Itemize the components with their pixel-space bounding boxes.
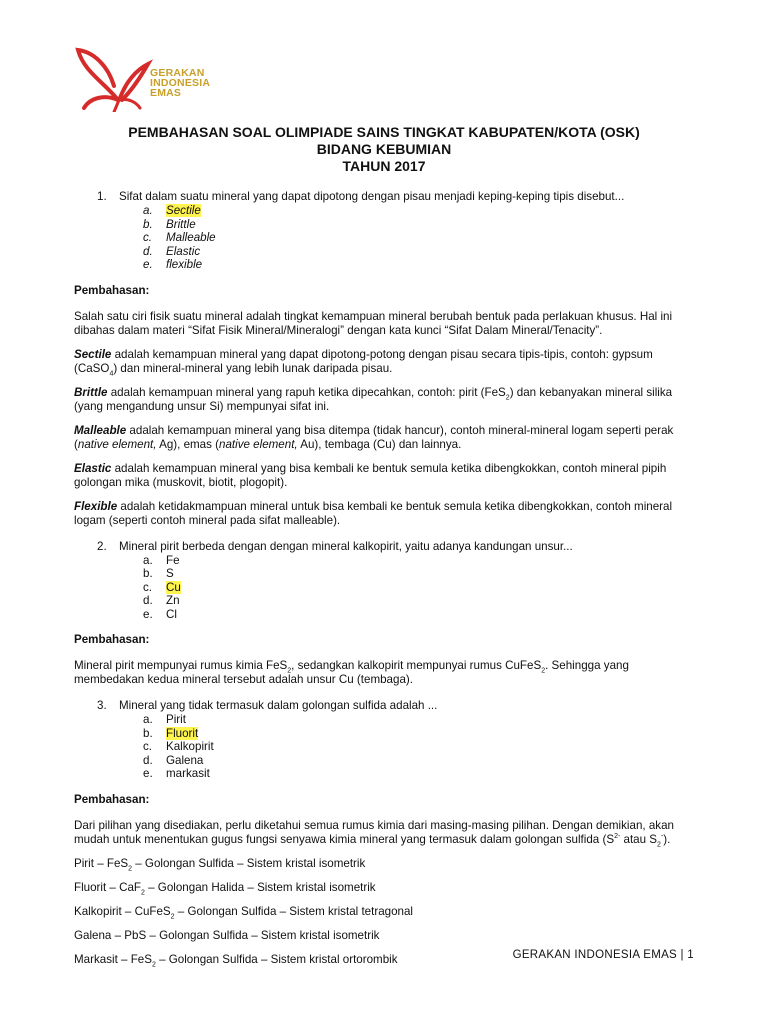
text: adalah kemampuan mineral yang bisa kembali ke bentuk semula ketika dibengkokkan, contoh mineral pipih: [111, 461, 667, 475]
butterfly-logo-icon: [74, 42, 154, 112]
text: – Golongan Sulfida – Sistem kristal tetragonal: [174, 904, 414, 918]
text: adalah ketidakmampuan mineral untuk bisa kembali ke bentuk semula ketika dibengkokkan, contoh mineral: [117, 499, 673, 513]
subscript: 2: [141, 888, 145, 896]
text: Galena – PbS – Golongan Sulfida – Sistem kristal isometrik: [74, 928, 380, 942]
text: Au), tembaga (Cu) dan lainnya.: [297, 437, 462, 451]
text: Markasit – FeS: [74, 952, 152, 966]
option-c: [74, 231, 694, 245]
document-body: [74, 190, 694, 967]
text: (yang mengandung unsur Si) mempunyai sifat ini.: [74, 399, 330, 413]
options-list: [74, 713, 694, 781]
option-letter: b.: [143, 726, 153, 740]
text: . Sehingga yang: [545, 659, 629, 672]
text: atau S: [620, 832, 658, 846]
answer-highlight: Fluorit: [166, 726, 199, 740]
text: Fluorit – CaF: [74, 880, 142, 894]
option-b: [74, 727, 694, 741]
question-number: 3.: [97, 699, 107, 712]
logo-line-1: GERAKAN: [150, 67, 205, 79]
text: – Golongan Sulfida – Sistem kristal ortorombik: [155, 952, 398, 966]
option-a: [74, 554, 694, 568]
option-letter: e.: [143, 258, 153, 271]
text: ).: [663, 832, 671, 846]
logo-line-2: INDONESIA: [150, 77, 211, 89]
term: Elastic: [74, 461, 112, 475]
text: Kalkopirit – CuFeS: [74, 904, 171, 918]
italic-text: native element,: [219, 437, 298, 451]
text: membedakan kedua mineral tersebut adalah unsur Cu (tembaga).: [74, 673, 413, 686]
paragraph-flexible: [74, 500, 694, 528]
paragraph: [74, 659, 694, 687]
option-letter: e.: [143, 607, 153, 621]
question-2: [74, 540, 694, 554]
text: (CaSO: [74, 361, 110, 375]
mineral-line-galena: [74, 929, 694, 943]
option-text: flexible: [166, 258, 203, 271]
option-letter: d.: [143, 594, 153, 607]
question-3: [74, 699, 694, 713]
option-a: [74, 713, 694, 727]
option-e: [74, 258, 694, 272]
document-title: [74, 124, 694, 175]
question-text: Mineral pirit berbeda dengan dengan mineral kalkopirit, yaitu adanya kandungan unsur...: [119, 539, 573, 553]
option-text: markasit: [166, 767, 210, 780]
answer-highlight: Sectile: [166, 204, 201, 217]
logo-line-3: EMAS: [150, 87, 182, 99]
option-letter: a.: [143, 713, 153, 726]
text: adalah kemampuan mineral yang bisa ditempa (tidak hancur), contoh mineral-mineral logam seperti perak: [126, 423, 674, 437]
option-text: Kalkopirit: [166, 740, 214, 753]
option-b: [74, 218, 694, 232]
mineral-line-fluorit: [74, 881, 694, 895]
term: Brittle: [74, 385, 108, 399]
title-line-1: PEMBAHASAN SOAL OLIMPIADE SAINS TINGKAT KABUPATEN/KOTA (OSK): [128, 124, 640, 140]
text: – Golongan Sulfida – Sistem kristal isometrik: [132, 856, 366, 870]
text: Dari pilihan yang disediakan, perlu diketahui semua rumus kimia dari masing-masing pilihan. Dengan demikian, akan: [74, 818, 674, 832]
mineral-line-pirit: [74, 857, 694, 871]
text: (: [74, 437, 78, 451]
term: Malleable: [74, 423, 127, 437]
subscript: 2: [287, 667, 292, 675]
text: logam (seperti contoh mineral pada sifat malleable).: [74, 513, 341, 527]
option-letter: e.: [143, 767, 153, 780]
text: adalah kemampuan mineral yang dapat dipotong-potong dengan pisau secara tipis-tipis, contoh: gypsum: [111, 347, 653, 361]
term: Flexible: [74, 499, 118, 513]
option-text: Fe: [166, 553, 180, 567]
option-letter: a.: [143, 204, 153, 217]
subscript: 2: [170, 912, 175, 920]
discussion-heading: Pembahasan:: [74, 633, 150, 646]
option-letter: b.: [143, 567, 153, 580]
text: Salah satu ciri fisik suatu mineral adalah tingkat kemampuan mineral berubah bentuk pada perlakuan khusus. Hal ini: [74, 309, 673, 323]
option-letter: b.: [143, 217, 153, 231]
option-letter: c.: [143, 231, 153, 244]
subscript: 2: [657, 840, 661, 848]
option-d: [74, 754, 694, 768]
logo: [74, 42, 234, 112]
option-c: [74, 740, 694, 754]
text: ) dan kebanyakan mineral silika: [509, 385, 673, 399]
option-letter: a.: [143, 553, 153, 567]
option-letter: c.: [143, 740, 153, 753]
paragraph-elastic: [74, 462, 694, 490]
option-text: Pirit: [166, 713, 186, 726]
text: – Golongan Halida – Sistem kristal isometrik: [144, 880, 376, 894]
logo-text: [150, 68, 210, 98]
option-d: [74, 245, 694, 259]
superscript: 2-: [614, 832, 621, 840]
option-text: Cl: [166, 607, 177, 621]
text: dibahas dalam materi “Sifat Fisik Mineral/Mineralogi” dengan kata kunci “Sifat Dalam Mineral/Tenacity”.: [74, 323, 603, 337]
discussion-heading: Pembahasan:: [74, 283, 150, 297]
subscript: 2: [505, 393, 510, 401]
option-text: Brittle: [166, 217, 196, 231]
subscript: 2: [151, 960, 156, 968]
subscript: 4: [109, 369, 114, 377]
option-e: [74, 767, 694, 781]
option-a: [74, 204, 694, 218]
option-text: Malleable: [166, 231, 216, 244]
superscript: -: [660, 832, 664, 840]
term: Sectile: [74, 347, 112, 361]
option-text: Galena: [166, 753, 204, 767]
text: mudah untuk menentukan gugus fungsi senyawa kimia mineral yang termasuk dalam golongan sulfida (S: [74, 832, 615, 846]
text: golongan mika (muskovit, biotit, plogopit).: [74, 475, 288, 489]
options-list: [74, 204, 694, 272]
text: Mineral pirit mempunyai rumus kimia FeS: [74, 659, 288, 672]
subscript: 2: [128, 864, 133, 872]
subscript: 2: [541, 667, 546, 675]
discussion-heading: Pembahasan:: [74, 792, 150, 806]
question-number: 1.: [97, 190, 107, 203]
text: adalah kemampuan mineral yang rapuh ketika dipecahkan, contoh: pirit (FeS: [107, 385, 506, 399]
mineral-line-kalkopirit: [74, 905, 694, 919]
option-text: S: [166, 567, 174, 580]
option-letter: c.: [143, 580, 153, 594]
paragraph-malleable: [74, 424, 694, 452]
option-c: [74, 581, 694, 595]
paragraph: [74, 819, 694, 847]
option-d: [74, 594, 694, 608]
paragraph-sectile: [74, 348, 694, 376]
text: ) dan mineral-mineral yang lebih lunak daripada pisau.: [113, 361, 393, 375]
answer-highlight: Cu: [166, 580, 181, 594]
option-letter: d.: [143, 244, 153, 258]
paragraph: [74, 310, 694, 338]
question-text: Mineral yang tidak termasuk dalam golongan sulfida adalah ...: [119, 699, 438, 712]
question-number: 2.: [97, 539, 107, 553]
option-text: Zn: [166, 594, 180, 607]
question-1: [74, 190, 694, 204]
page-footer: GERAKAN INDONESIA EMAS | 1: [512, 949, 694, 961]
text: Pirit – FeS: [74, 856, 129, 870]
options-list: [74, 554, 694, 622]
option-letter: d.: [143, 753, 153, 767]
option-text: Elastic: [166, 244, 201, 258]
option-b: [74, 567, 694, 581]
title-line-3: TAHUN 2017: [342, 158, 426, 174]
italic-text: native element,: [77, 437, 157, 451]
question-text: Sifat dalam suatu mineral yang dapat dipotong dengan pisau menjadi keping-keping tipis disebut...: [119, 190, 625, 203]
paragraph-brittle: [74, 386, 694, 414]
text: , sedangkan kalkopirit mempunyai rumus CuFeS: [291, 659, 542, 672]
title-line-2: BIDANG KEBUMIAN: [316, 141, 452, 157]
option-e: [74, 608, 694, 622]
text: Ag), emas (: [156, 437, 220, 451]
